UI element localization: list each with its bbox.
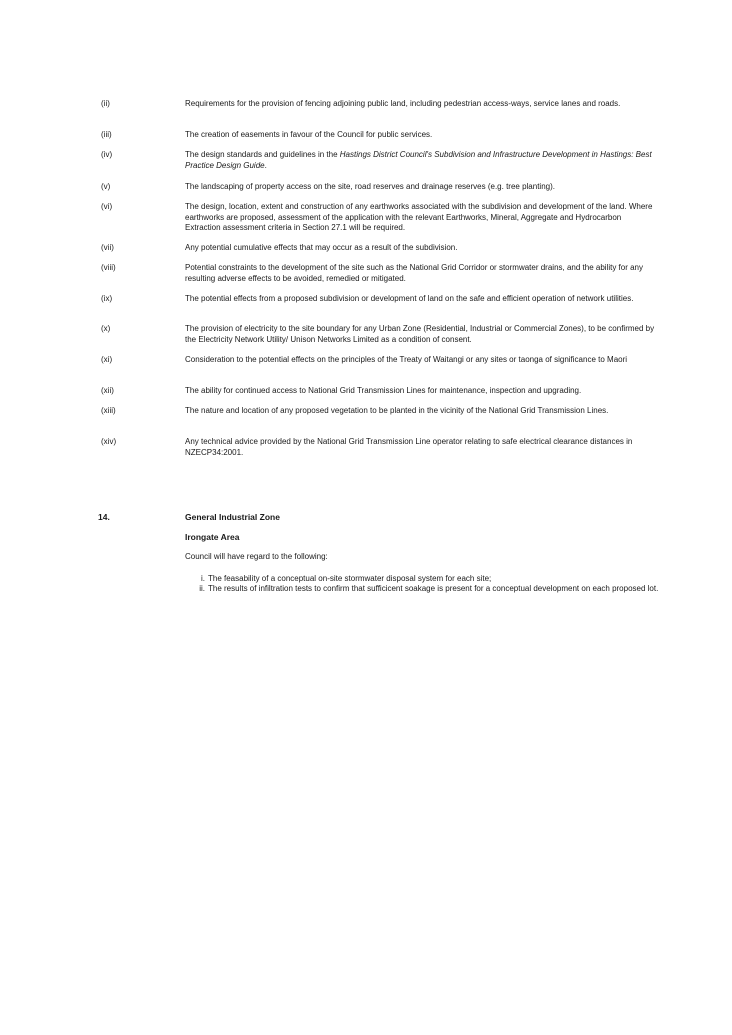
criteria-text xyxy=(185,243,655,254)
criteria-text xyxy=(185,324,655,345)
criteria-number: (ix) xyxy=(101,294,113,303)
criteria-number: (ii) xyxy=(101,99,110,108)
criteria-text-part: Potential constraints to the development of the site such as the National Grid Corridor or stormwater drains, and the ability for any resulting adverse effects to be avoided, remedied or mitigated. xyxy=(185,263,644,283)
section-subtitle: Irongate Area xyxy=(185,532,240,542)
criteria-number: (xiii) xyxy=(101,406,116,415)
section-intro: Council will have regard to the following: xyxy=(185,552,328,561)
criteria-number: (vi) xyxy=(101,202,113,211)
criteria-text-part: The design, location, extent and construction of any earthworks associated with the subdivision and development of the land. Where earthworks are proposed, assessment of the application with the relevant Earthworks, Mineral, Aggregate and Hydrocarbon Extraction assessment criteria in Section 27.1 will be required. xyxy=(185,202,653,232)
criteria-number: (x) xyxy=(101,324,111,333)
criteria-text xyxy=(185,202,655,234)
criteria-text xyxy=(185,406,655,417)
criteria-text-part: Any potential cumulative effects that may occur as a result of the subdivision. xyxy=(185,243,458,252)
criteria-text-part: Consideration to the potential effects on the principles of the Treaty of Waitangi or any sites or taonga of significance to Maori xyxy=(185,355,628,364)
criteria-text xyxy=(185,182,655,193)
criteria-number: (vii) xyxy=(101,243,114,252)
section-list xyxy=(185,574,675,594)
criteria-text xyxy=(185,150,655,171)
list-item-text: The feasability of a conceptual on-site stormwater disposal system for each site; xyxy=(208,574,492,583)
list-item-text: The results of infiltration tests to confirm that sufficicent soakage is present for a conceptual development on each proposed lot. xyxy=(208,584,659,593)
criteria-text xyxy=(185,355,655,366)
list-item xyxy=(185,574,675,584)
criteria-number: (iv) xyxy=(101,150,113,159)
criteria-text xyxy=(185,99,655,110)
criteria-text-part: The landscaping of property access on the site, road reserves and drainage reserves (e.g. tree planting). xyxy=(185,182,555,191)
section-number: 14. xyxy=(98,512,110,522)
criteria-text xyxy=(185,263,655,284)
criteria-number: (viii) xyxy=(101,263,116,272)
criteria-number: (xi) xyxy=(101,355,113,364)
criteria-text-part: The provision of electricity to the site boundary for any Urban Zone (Residential, Industrial or Commercial Zones), to be confirmed by the Electricity Network Utility/ Unison Networks Limited as a condition of consent. xyxy=(185,324,655,344)
criteria-text-part: The nature and location of any proposed vegetation to be planted in the vicinity of the National Grid Transmission Lines. xyxy=(185,406,609,415)
criteria-text-part: . xyxy=(264,160,267,170)
criteria-number: (xii) xyxy=(101,386,114,395)
list-marker: ii. xyxy=(199,584,205,593)
criteria-text xyxy=(185,437,655,458)
criteria-text-part: Requirements for the provision of fencing adjoining public land, including pedestrian access-ways, service lanes and roads. xyxy=(185,99,621,108)
criteria-number: (v) xyxy=(101,182,111,191)
list-item xyxy=(185,584,675,594)
criteria-text-part: The potential effects from a proposed subdivision or development of land on the safe and efficient operation of network utilities. xyxy=(185,294,634,303)
criteria-text-part: The design standards and guidelines in the xyxy=(185,150,340,159)
criteria-text xyxy=(185,294,655,305)
criteria-text xyxy=(185,130,655,141)
criteria-text-italic: Hastings District Council's Subdivision and Infrastructure Development in Hastings: Best Practice Design Guide xyxy=(185,150,652,170)
criteria-text-part: The ability for continued access to National Grid Transmission Lines for maintenance, inspection and upgrading. xyxy=(185,386,582,395)
section-title: General Industrial Zone xyxy=(185,512,280,522)
list-marker: i. xyxy=(201,574,205,583)
criteria-text-part: The creation of easements in favour of the Council for public services. xyxy=(185,130,433,139)
criteria-number: (iii) xyxy=(101,130,112,139)
criteria-text xyxy=(185,386,655,397)
criteria-text-part: Any technical advice provided by the National Grid Transmission Line operator relating to safe electrical clearance distances in NZECP34:2001. xyxy=(185,437,633,457)
criteria-number: (xiv) xyxy=(101,437,117,446)
